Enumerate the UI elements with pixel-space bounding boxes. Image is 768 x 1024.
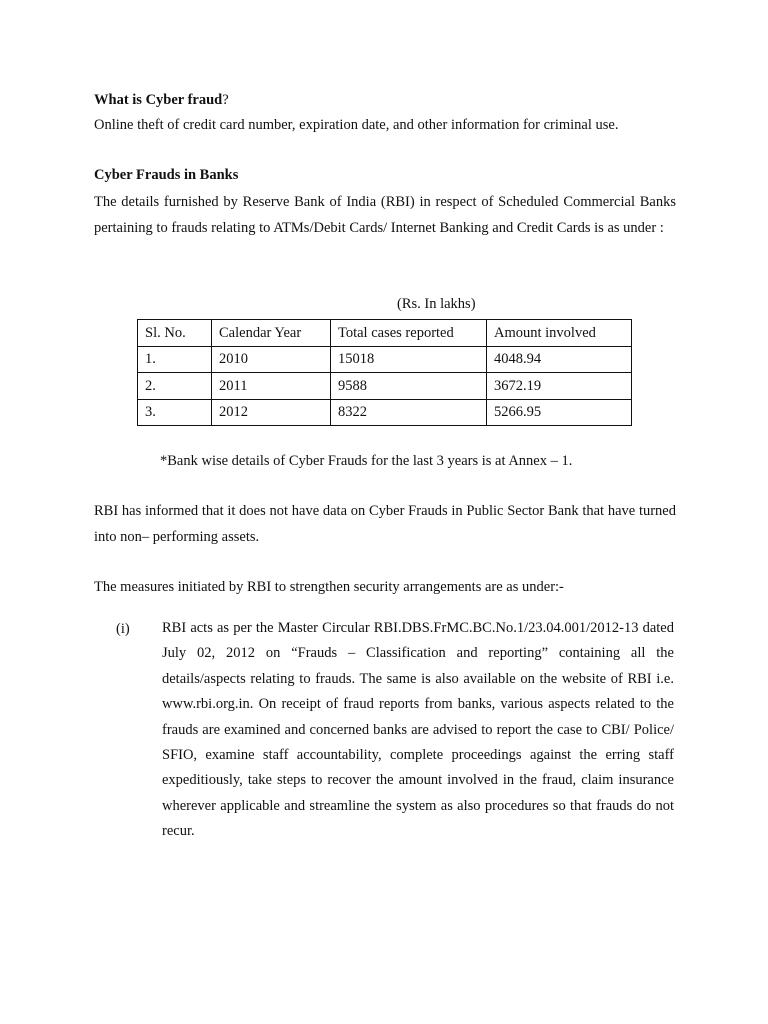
paragraph-npa: RBI has informed that it does not have data on Cyber Frauds in Public Sector Bank that have turned into non– performing assets. <box>94 503 676 545</box>
cell-sl-no: 2. <box>138 373 212 400</box>
cell-amount-involved: 4048.94 <box>487 346 632 373</box>
cell-total-cases: 15018 <box>331 346 487 373</box>
heading-cyber-frauds-in-banks: Cyber Frauds in Banks <box>94 167 239 183</box>
column-header-amount-involved: Amount involved <box>487 320 632 347</box>
cell-sl-no: 3. <box>138 399 212 426</box>
cell-total-cases: 8322 <box>331 399 487 426</box>
cell-sl-no: 1. <box>138 346 212 373</box>
table-row <box>138 399 632 426</box>
measure-item-text: RBI acts as per the Master Circular RBI.DBS.FrMC.BC.No.1/23.04.001/2012-13 dated July 02, 2012 on “Frauds – Classification and reporting” containing all the details/aspects relating to frauds. The same is also available on the website of RBI i.e. www.rbi.org.in. On receipt of fraud reports from banks, various aspects related to the frauds are examined and concerned banks are advised to report the case to CBI/ Police/ SFIO, examine staff accountability, complete proceedings against the erring staff expeditiously, take steps to recover the amount involved in the fraud, claim insurance wherever applicable and streamline the system as also procedures so that frauds do not recur. <box>162 620 674 840</box>
cell-amount-involved: 3672.19 <box>487 373 632 400</box>
heading-question-mark: ? <box>222 92 229 108</box>
definition-text: Online theft of credit card number, expiration date, and other information for criminal use. <box>94 117 619 133</box>
cell-calendar-year: 2011 <box>212 373 331 400</box>
column-header-sl-no: Sl. No. <box>138 320 212 347</box>
cell-calendar-year: 2012 <box>212 399 331 426</box>
table-row <box>138 346 632 373</box>
paragraph-measures-intro: The measures initiated by RBI to strengthen security arrangements are as under:- <box>94 579 564 595</box>
cell-total-cases: 9588 <box>331 373 487 400</box>
paragraph-rbi-details: The details furnished by Reserve Bank of India (RBI) in respect of Scheduled Commercial Banks pertaining to frauds relating to ATMs/Debit Cards/ Internet Banking and Credit Cards is as under : <box>94 194 676 236</box>
cell-amount-involved: 5266.95 <box>487 399 632 426</box>
column-header-total-cases: Total cases reported <box>331 320 487 347</box>
heading-question-text: What is Cyber fraud <box>94 92 223 108</box>
cell-calendar-year: 2010 <box>212 346 331 373</box>
table-row <box>138 373 632 400</box>
heading-what-is-cyber-fraud <box>94 87 676 113</box>
cyber-frauds-table <box>137 319 632 426</box>
column-header-calendar-year: Calendar Year <box>212 320 331 347</box>
table-footnote: *Bank wise details of Cyber Frauds for the last 3 years is at Annex – 1. <box>160 453 573 469</box>
table-unit-label: (Rs. In lakhs) <box>397 296 476 312</box>
measure-item-number: (i) <box>116 621 130 637</box>
table-header-row <box>138 320 632 347</box>
